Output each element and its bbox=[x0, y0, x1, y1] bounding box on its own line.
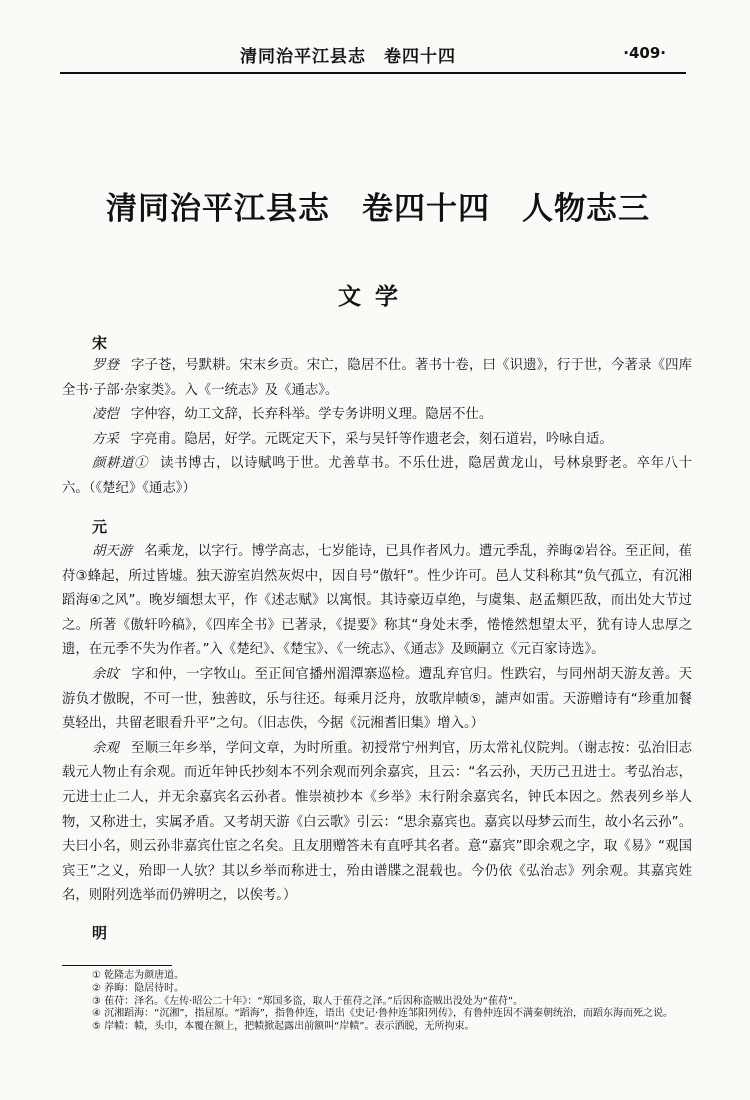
footnote bbox=[62, 1008, 692, 1021]
era-heading-song: 宋 bbox=[92, 334, 108, 352]
footnote-number: ① bbox=[92, 970, 101, 981]
person-name: 余观 bbox=[92, 740, 120, 756]
biography-entry bbox=[62, 354, 692, 403]
chapter-title: 清同治平江县志 卷四十四 人物志三 bbox=[106, 191, 650, 227]
biography-entry bbox=[62, 428, 692, 453]
footnote-number: ③ bbox=[92, 995, 101, 1007]
footnote bbox=[62, 996, 692, 1009]
era-heading-ming: 明 bbox=[92, 924, 108, 942]
biography-text: 字亮甫。隐居，好学。元既定天下，采与吴钎等作遗老会，刻石道岩，吟咏自适。 bbox=[130, 431, 613, 447]
person-name: 方采 bbox=[92, 431, 119, 447]
biography-entry bbox=[62, 663, 692, 737]
running-header bbox=[0, 30, 750, 70]
person-name: 余旼 bbox=[92, 666, 120, 682]
biography-entry bbox=[62, 737, 692, 909]
biography-entry bbox=[62, 403, 692, 428]
section-title: 文学 bbox=[338, 284, 412, 310]
footnote-rule bbox=[62, 965, 172, 966]
biography-entry bbox=[62, 540, 692, 663]
footnote bbox=[62, 983, 692, 996]
person-name: 胡天游 bbox=[92, 544, 133, 559]
header-rule bbox=[60, 72, 686, 74]
person-name: 凌恺 bbox=[92, 407, 119, 423]
footnote-number: ④ bbox=[92, 1008, 101, 1020]
song-section bbox=[62, 354, 692, 502]
biography-text: 字仲容，幼工文辞，长弃科举。学专务讲明义理。隐居不仕。 bbox=[130, 407, 493, 423]
footnote-text: 乾隆志为颜唐道。 bbox=[104, 970, 185, 981]
biography-text: 至顺三年乡举，学问文章，为时所重。初授常宁州判官，历太常礼仪院判。（谢志按：弘治旧志载元人物止有余观。而近年钟氏抄刻本不列余观而列余嘉宾，且云：“名云孙，天历己丑进士。考弘治志，元进士止二人，并无余嘉宾名云孙者。惟崇祯抄本《乡举》末行附余嘉宾名，钟氏本因之。然表列乡举人物，又称进士，实属矛盾。又考胡天游《白云歌》引云：“思余嘉宾也。嘉宾以母梦云而生，故小名云孙”。夫曰小名，则云孙非嘉宾仕宦之名矣。且友朋赠答未有直呼其名者。意“嘉宾”即余观之字，取《易》“观国宾王”之义，殆即一人欤？其以乡举而称进士，殆由谱牒之混载也。今仍依《弘治志》列余观。其嘉宾姓名，则附列选举而仍辨明之，以俟考。） bbox=[62, 740, 693, 904]
footnote-text: 沉湘蹈海：“沉湘”，指屈原。“蹈海”，指鲁仲连，语出《史记·鲁仲连邹阳列传》，有鲁仲连因不满秦朝统治，而蹈东海而死之说。 bbox=[104, 1008, 674, 1020]
footnote-number: ② bbox=[92, 982, 101, 994]
footnote-text: 养晦：隐居待时。 bbox=[104, 982, 185, 994]
biography-text: 字子苍，号默耕。宋末乡贡。宋亡，隐居不仕。著书十卷，曰《识遗》，行于世，今著录《四库全书·子部·杂家类》。入《一统志》及《通志》。 bbox=[62, 358, 693, 398]
footnote bbox=[62, 1021, 692, 1034]
running-header-title: 清同治平江县志 卷四十四 bbox=[240, 47, 456, 67]
footnote bbox=[62, 970, 692, 983]
biography-text: 名乘龙，以字行。博学高志，七岁能诗，已具作者风力。遭元季乱，养晦②岩谷。至正间，萑苻③蜂起，所过皆墟。独天游室岿然灰烬中，因自号“傲轩”。性少许可。邑人艾科称其“负气孤立，有沉湘蹈海④之风”。晚岁缅想太平，作《述志赋》以寓恨。其诗豪迈卓绝，与虞集、赵孟頫匹敌，而出处大节过之。所著《傲轩吟稿》，《四库全书》已著录，《提要》称其“身处末季，惓惓然想望太平，犹有诗人忠厚之遗，在元季不失为作者。”入《楚纪》、《楚宝》、《一统志》、《通志》及顾嗣立《元百家诗选》。 bbox=[62, 544, 692, 658]
footnotes bbox=[62, 970, 692, 1034]
yuan-section bbox=[62, 540, 692, 909]
person-name: 颜耕道① bbox=[92, 456, 149, 472]
biography-text: 字和仲，一字牧山。至正间官播州湄潭寨巡检。遭乱弃官归。性跌宕，与同州胡天游友善。天游负才傲睨，不可一世，独善旼，乐与往还。每乘月泛舟，放歌岸帻⑤，謔声如雷。天游赠诗有“珍重加餐莫轻出，共留老眼看升平”之句。（旧志佚，今据《沅湘耆旧集》增入。） bbox=[62, 666, 693, 732]
page-number: ·409· bbox=[623, 44, 666, 62]
biography-text: 读书博古，以诗赋鸣于世。尤善草书。不乐仕进，隐居黄龙山，号林泉野老。卒年八十六。（《楚纪》《通志》） bbox=[62, 456, 693, 496]
footnote-text: 岸帻：帻，头巾，本覆在额上，把帻掀起露出前额叫“岸帻”。表示洒脱，无所拘束。 bbox=[104, 1021, 475, 1033]
biography-entry bbox=[62, 452, 692, 501]
person-name: 罗登 bbox=[92, 358, 120, 373]
era-heading-yuan: 元 bbox=[92, 518, 108, 536]
footnote-text: 萑苻：泽名。《左传·昭公二十年》：“郑国多盗，取人于萑苻之泽。”后因称盗贼出没处为“萑苻”。 bbox=[104, 995, 524, 1007]
footnote-number: ⑤ bbox=[92, 1021, 101, 1033]
